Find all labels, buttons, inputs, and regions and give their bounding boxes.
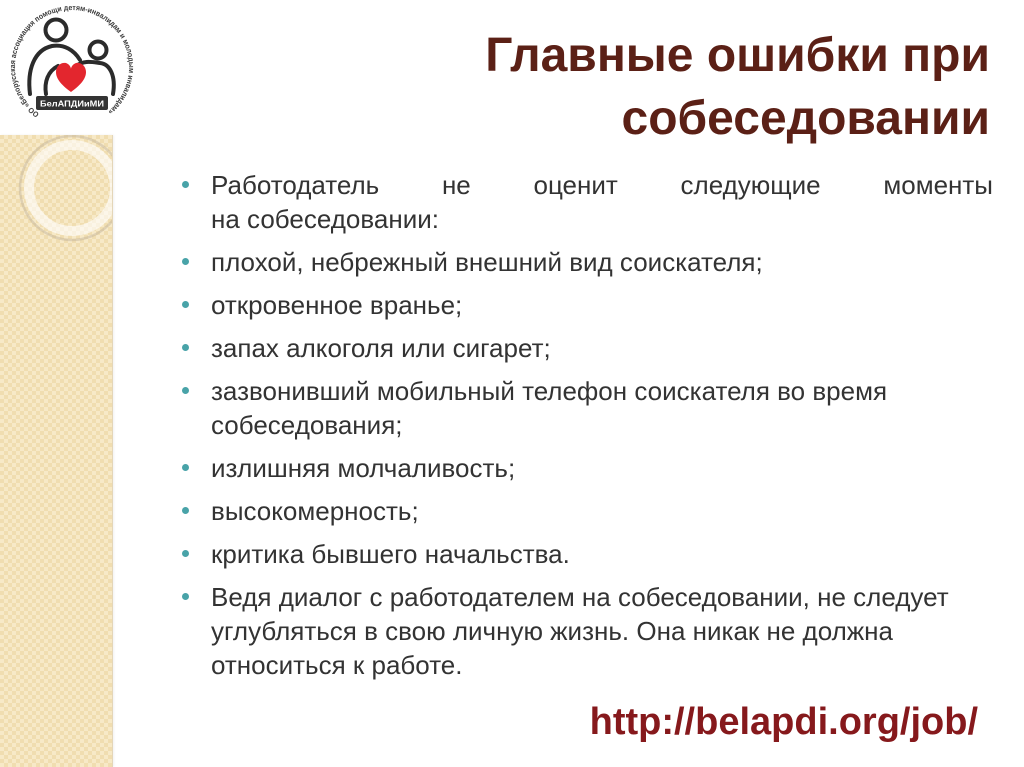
decorative-ring <box>0 135 112 767</box>
bullet-item <box>211 245 993 279</box>
bullet-text: запах алкоголя или сигарет; <box>211 333 551 363</box>
source-url-link[interactable]: http://belapdi.org/job/ <box>589 701 978 743</box>
logo-banner-text: БелАПДИиМИ <box>40 98 104 109</box>
slide-title: Главные ошибки при собеседовании <box>485 29 990 145</box>
bullet-item <box>211 451 993 485</box>
bullet-dot-icon <box>182 181 189 188</box>
bullet-dot-icon <box>182 258 189 265</box>
bullet-dot-icon <box>182 387 189 394</box>
bullet-text: Ведя диалог с работодателем на собеседовании, не следует углубляться в свою личную жизнь. Она никак не должна относиться к работе. <box>211 582 949 680</box>
bullet-text: откровенное вранье; <box>211 290 463 320</box>
bullet-text: Работодатель не оценит следующие моменты на собеседовании: <box>211 170 993 234</box>
decorative-side-strip <box>0 135 113 767</box>
bullet-text: зазвонивший мобильный телефон соискателя во время собеседования; <box>211 376 888 440</box>
bullet-text: критика бывшего начальства. <box>211 539 570 569</box>
bullet-item <box>211 168 993 236</box>
bullet-list <box>211 168 993 691</box>
bullet-dot-icon <box>182 593 189 600</box>
bullet-item <box>211 288 993 322</box>
logo-banner <box>36 96 108 110</box>
bullet-dot-icon <box>182 550 189 557</box>
bullet-dot-icon <box>182 507 189 514</box>
bullet-dot-icon <box>182 344 189 351</box>
logo-ring-text: ОО «Белорусская ассоциация помощи детям-инвалидам и молодым инвалидам» <box>7 2 137 120</box>
bullet-text: высокомерность; <box>211 496 419 526</box>
bullet-text: плохой, небрежный внешний вид соискателя; <box>211 247 763 277</box>
bullet-item <box>211 580 993 682</box>
bullet-dot-icon <box>182 464 189 471</box>
org-logo <box>0 0 145 140</box>
bullet-item <box>211 494 993 528</box>
bullet-item <box>211 331 993 365</box>
bullet-dot-icon <box>182 301 189 308</box>
bullet-item <box>211 374 993 442</box>
bullet-item <box>211 537 993 571</box>
bullet-text: излишняя молчаливость; <box>211 453 516 483</box>
